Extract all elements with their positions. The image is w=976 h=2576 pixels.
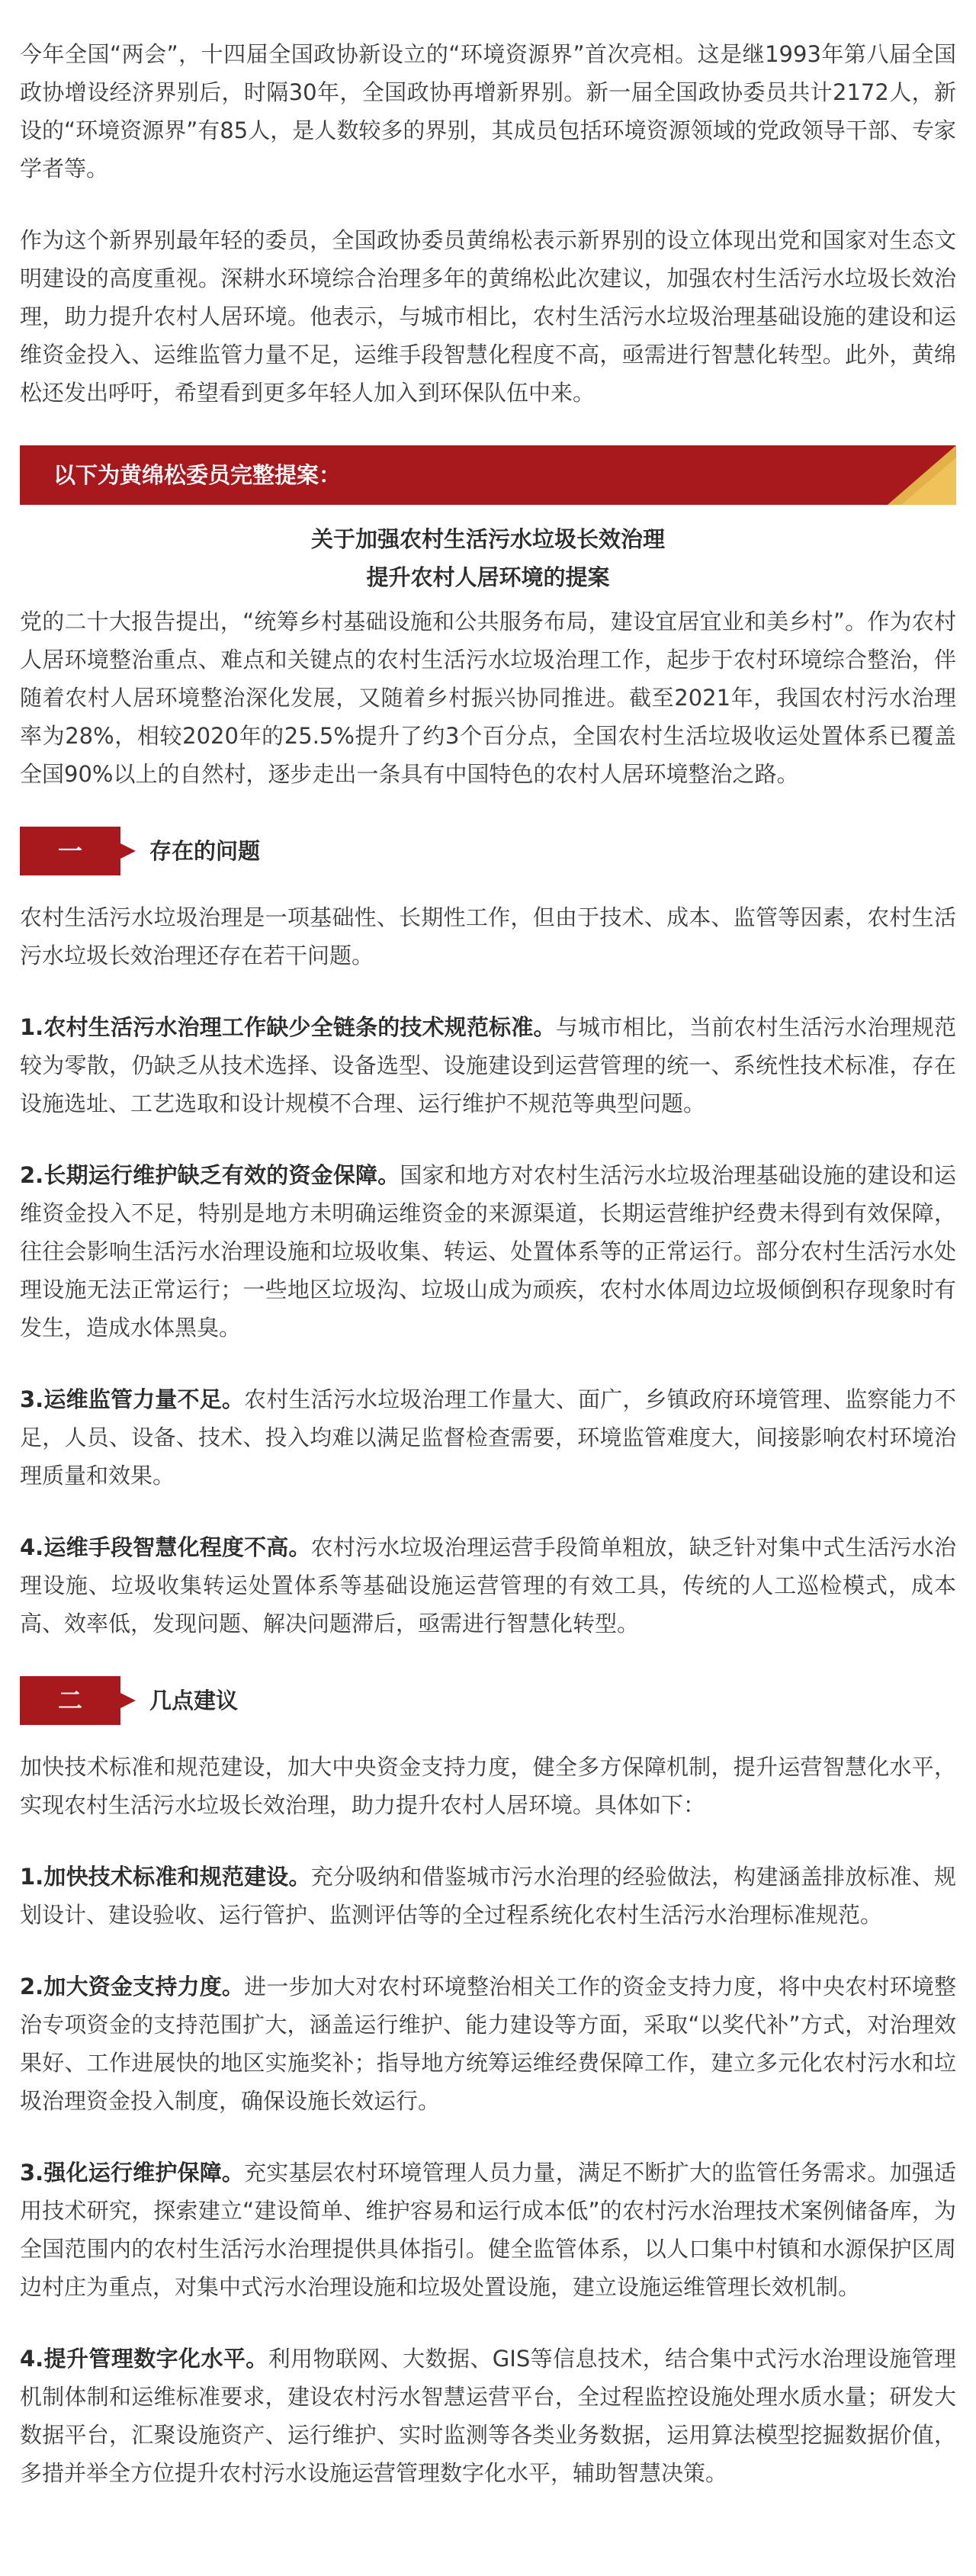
intro-paragraph-1: 今年全国“两会”，十四届全国政协新设立的“环境资源界”首次亮相。这是继1993年第八届全国政协增设经济界别后，时隔30年，全国政协再增新界别。新一届全国政协委员共计2172人，新设的“环境资源界”有85人，是人数较多的界别，其成员包括环境资源领域的党政领导干部、专家学者等。 xyxy=(20,41,956,181)
item-heading: 2.加大资金支持力度。 xyxy=(20,1974,245,1999)
item-body: 充实基层农村环境管理人员力量，满足不断扩大的监管任务需求。加强适用技术研究，探索建立“建设简单、维护容易和运行成本低”的农村污水治理技术案例储备库，为全国范围内的农村生活污水治理提供具体指引。健全监管体系，以人口集中村镇和水源保护区周边村庄为重点，对集中式污水治理设施和垃圾处置设施，建立设施运维管理长效机制。 xyxy=(20,2160,956,2300)
item-heading: 3.强化运行维护保障。 xyxy=(20,2160,245,2186)
item-heading: 1.农村生活污水治理工作缺少全链条的技术规范标准。 xyxy=(20,1014,556,1040)
section-1-item xyxy=(20,1380,956,1495)
section-1-title: 存在的问题 xyxy=(149,838,261,864)
proposal-title-line-2: 提升农村人居环境的提案 xyxy=(366,564,610,590)
section-2-header xyxy=(20,1676,956,1725)
item-body: 进一步加大对农村环境整治相关工作的资金支持力度，将中央农村环境整治专项资金的支持范围扩大，涵盖运行维护、能力建设等方面，采取“以奖代补”方式，对治理效果好、工作进展快的地区实施奖补；指导地方统筹运维经费保障工作，建立多元化农村污水和垃圾治理资金投入制度，确保设施长效运行。 xyxy=(20,1974,956,2114)
intro-paragraph-2: 作为这个新界别最年轻的委员，全国政协委员黄绵松表示新界别的设立体现出党和国家对生态文明建设的高度重视。深耕水环境综合治理多年的黄绵松此次建议，加强农村生活污水垃圾长效治理，助力提升农村人居环境。他表示，与城市相比，农村生活污水垃圾治理基础设施的建设和运维资金投入、运维监管力量不足，运维手段智慧化程度不高，亟需进行智慧化转型。此外，黄绵松还发出呼吁，希望看到更多年轻人加入到环保队伍中来。 xyxy=(20,227,956,406)
item-heading: 3.运维监管力量不足。 xyxy=(20,1386,245,1412)
item-heading: 1.加快技术标准和规范建设。 xyxy=(20,1864,311,1890)
proposal-title xyxy=(20,520,956,596)
section-1-item xyxy=(20,1528,956,1643)
item-body: 农村生活污水垃圾治理工作量大、面广，乡镇政府环境管理、监察能力不足，人员、设备、技术、投入均难以满足监督检查需要，环境监管难度大，间接影响农村环境治理质量和效果。 xyxy=(20,1386,956,1489)
item-body: 农村污水垃圾治理运营手段简单粗放，缺乏针对集中式生活污水治理设施、垃圾收集转运处置体系等基础设施运营管理的有效工具，传统的人工巡检模式，成本高、效率低，发现问题、解决问题滞后，亟需进行智慧化转型。 xyxy=(20,1534,956,1636)
section-1-header xyxy=(20,827,956,875)
section-1-item xyxy=(20,1008,956,1123)
proposal-paragraph-1: 党的二十大报告提出，“统筹乡村基础设施和公共服务布局，建设宜居宜业和美乡村”。作为农村人居环境整治重点、难点和关键点的农村生活污水垃圾治理工作，起步于农村环境综合整治，伴随着农村人居环境整治深化发展，又随着乡村振兴协同推进。截至2021年，我国农村污水治理率为28%，相较2020年的25.5%提升了约3个百分点，全国农村生活垃圾收运处置体系已覆盖全国90%以上的自然村，逐步走出一条具有中国特色的农村人居环境整治之路。 xyxy=(20,609,956,787)
proposal-banner xyxy=(20,445,956,505)
proposal-title-line-1: 关于加强农村生活污水垃圾长效治理 xyxy=(310,526,665,552)
section-2-item xyxy=(20,1967,956,2120)
section-1-number: 一 xyxy=(20,827,120,875)
item-body: 利用物联网、大数据、GIS等信息技术，结合集中式污水治理设施管理机制体制和运维标准要求，建设农村污水智慧运营平台，全过程监控设施处理水质水量；研发大数据平台，汇聚设施资产、运行维护、实时监测等各类业务数据，运用算法模型挖掘数据价值，多措并举全方位提升农村污水设施运营管理数字化水平，辅助智慧决策。 xyxy=(20,2346,956,2486)
section-2-number: 二 xyxy=(20,1676,120,1725)
section-2-intro: 加快技术标准和规范建设，加大中央资金支持力度，健全多方保障机制，提升运营智慧化水平，实现农村生活污水垃圾长效治理，助力提升农村人居环境。具体如下： xyxy=(20,1754,956,1818)
banner-text: 以下为黄绵松委员完整提案： xyxy=(53,462,342,488)
item-body: 充分吸纳和借鉴城市污水治理的经验做法，构建涵盖排放标准、规划设计、建设验收、运行管护、监测评估等的全过程系统化农村生活污水治理标准规范。 xyxy=(20,1864,956,1928)
item-heading: 4.运维手段智慧化程度不高。 xyxy=(20,1534,311,1560)
item-body: 国家和地方对农村生活污水垃圾治理基础设施的建设和运维资金投入不足，特别是地方未明确运维资金的来源渠道，长期运营维护经费未得到有效保障，往往会影响生活污水治理设施和垃圾收集、转运、处置体系等的正常运行。部分农村生活污水处理设施无法正常运行；一些地区垃圾沟、垃圾山成为顽疾，农村水体周边垃圾倾倒积存现象时有发生，造成水体黑臭。 xyxy=(20,1162,956,1341)
section-2-item xyxy=(20,2340,956,2492)
banner-corner-decoration-icon xyxy=(888,445,956,505)
section-2-item xyxy=(20,2154,956,2306)
section-1-item xyxy=(20,1156,956,1347)
section-2-title: 几点建议 xyxy=(149,1688,239,1714)
section-2-item xyxy=(20,1858,956,1934)
item-heading: 2.长期运行维护缺乏有效的资金保障。 xyxy=(20,1162,400,1188)
item-heading: 4.提升管理数字化水平。 xyxy=(20,2346,268,2372)
item-body: 与城市相比，当前农村生活污水治理规范较为零散，仍缺乏从技术选择、设备选型、设施建设到运营管理的统一、系统性技术标准，存在设施选址、工艺选取和设计规模不合理、运行维护不规范等典型问题。 xyxy=(20,1014,956,1116)
section-1-intro: 农村生活污水垃圾治理是一项基础性、长期性工作，但由于技术、成本、监管等因素，农村生活污水垃圾长效治理还存在若干问题。 xyxy=(20,904,956,968)
